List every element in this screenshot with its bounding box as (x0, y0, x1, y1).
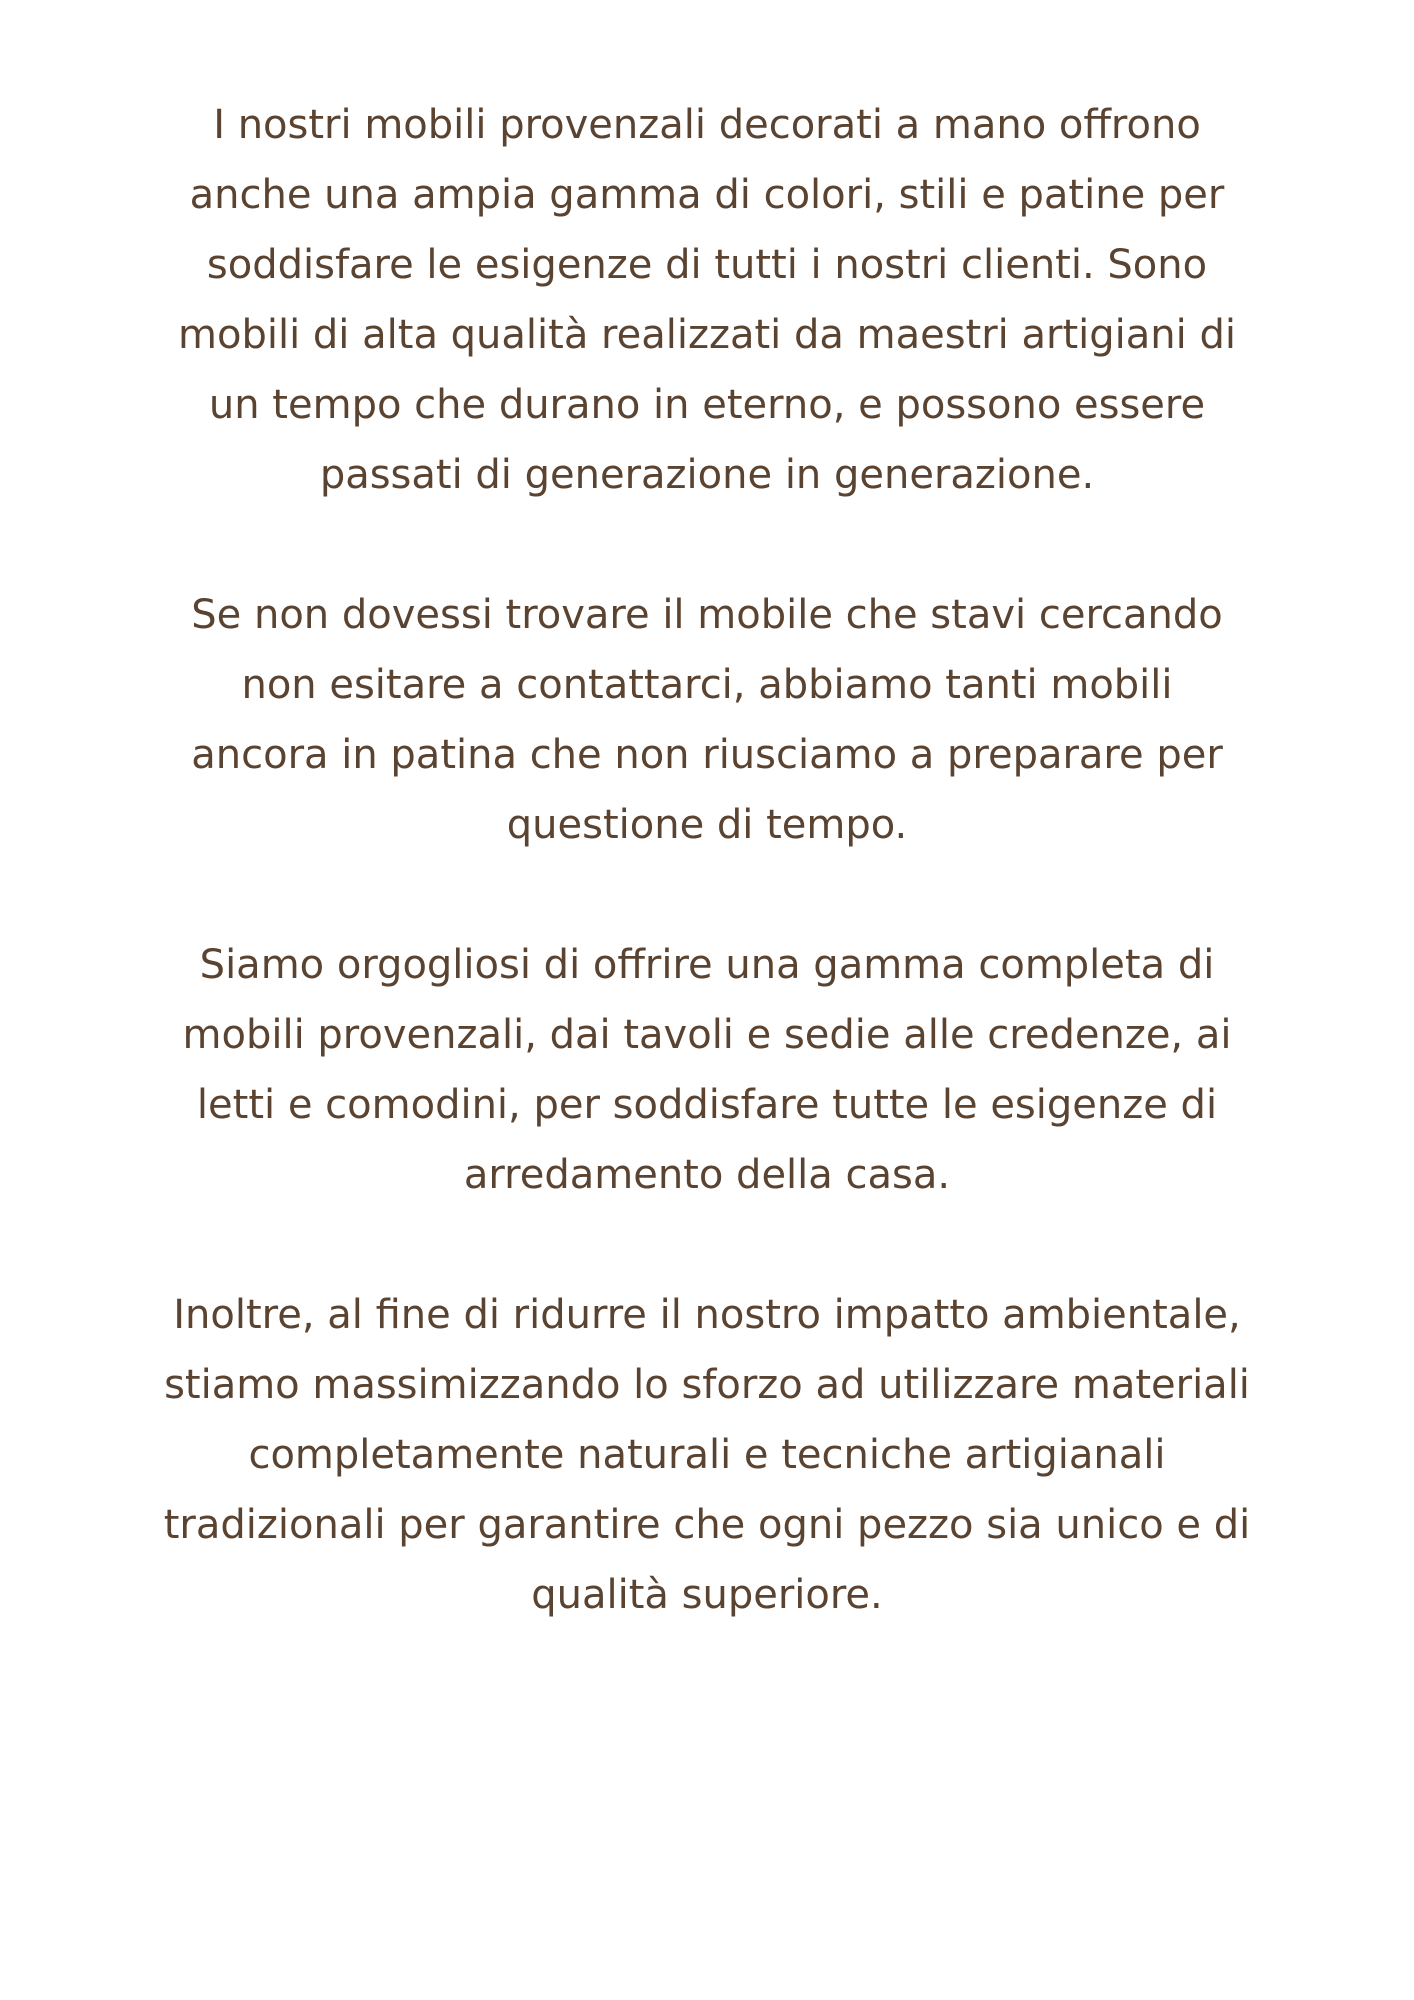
text-line: Inoltre, al fine di ridurre il nostro impatto ambientale, (173, 1292, 1241, 1338)
text-line: mobili di alta qualità realizzati da maestri artigiani di (178, 312, 1236, 358)
text-line: mobili provenzali, dai tavoli e sedie alle credenze, ai (182, 1012, 1232, 1058)
text-line: I nostri mobili provenzali decorati a mano offrono (213, 102, 1201, 148)
text-line: qualità superiore. (531, 1572, 883, 1618)
paragraph-contact-us (137, 580, 1277, 860)
text-line: anche una ampia gamma di colori, stili e patine per (189, 172, 1225, 218)
text-line: soddisfare le esigenze di tutti i nostri clienti. Sono (206, 242, 1208, 288)
text-line: stiamo massimizzando lo sforzo ad utilizzare materiali (164, 1362, 1250, 1408)
text-line: un tempo che durano in eterno, e possono essere (208, 382, 1206, 428)
text-line: non esitare a contattarci, abbiamo tanti mobili (241, 662, 1173, 708)
text-line: arredamento della casa. (463, 1152, 951, 1198)
text-line: tradizionali per garantire che ogni pezzo sia unico e di (163, 1502, 1251, 1548)
text-line: Siamo orgogliosi di offrire una gamma completa di (199, 942, 1215, 988)
text-line: Se non dovessi trovare il mobile che stavi cercando (191, 592, 1223, 638)
paragraph-environmental-impact (137, 1280, 1277, 1630)
text-line: questione di tempo. (506, 802, 908, 848)
text-line: completamente naturali e tecniche artigianali (248, 1432, 1166, 1478)
body-text (137, 90, 1277, 1630)
paragraph-handmade-furniture (137, 90, 1277, 510)
text-line: ancora in patina che non riusciamo a preparare per (191, 732, 1223, 778)
text-line: passati di generazione in generazione. (319, 452, 1095, 498)
paragraph-product-range (137, 930, 1277, 1210)
text-line: letti e comodini, per soddisfare tutte le esigenze di (196, 1082, 1218, 1128)
